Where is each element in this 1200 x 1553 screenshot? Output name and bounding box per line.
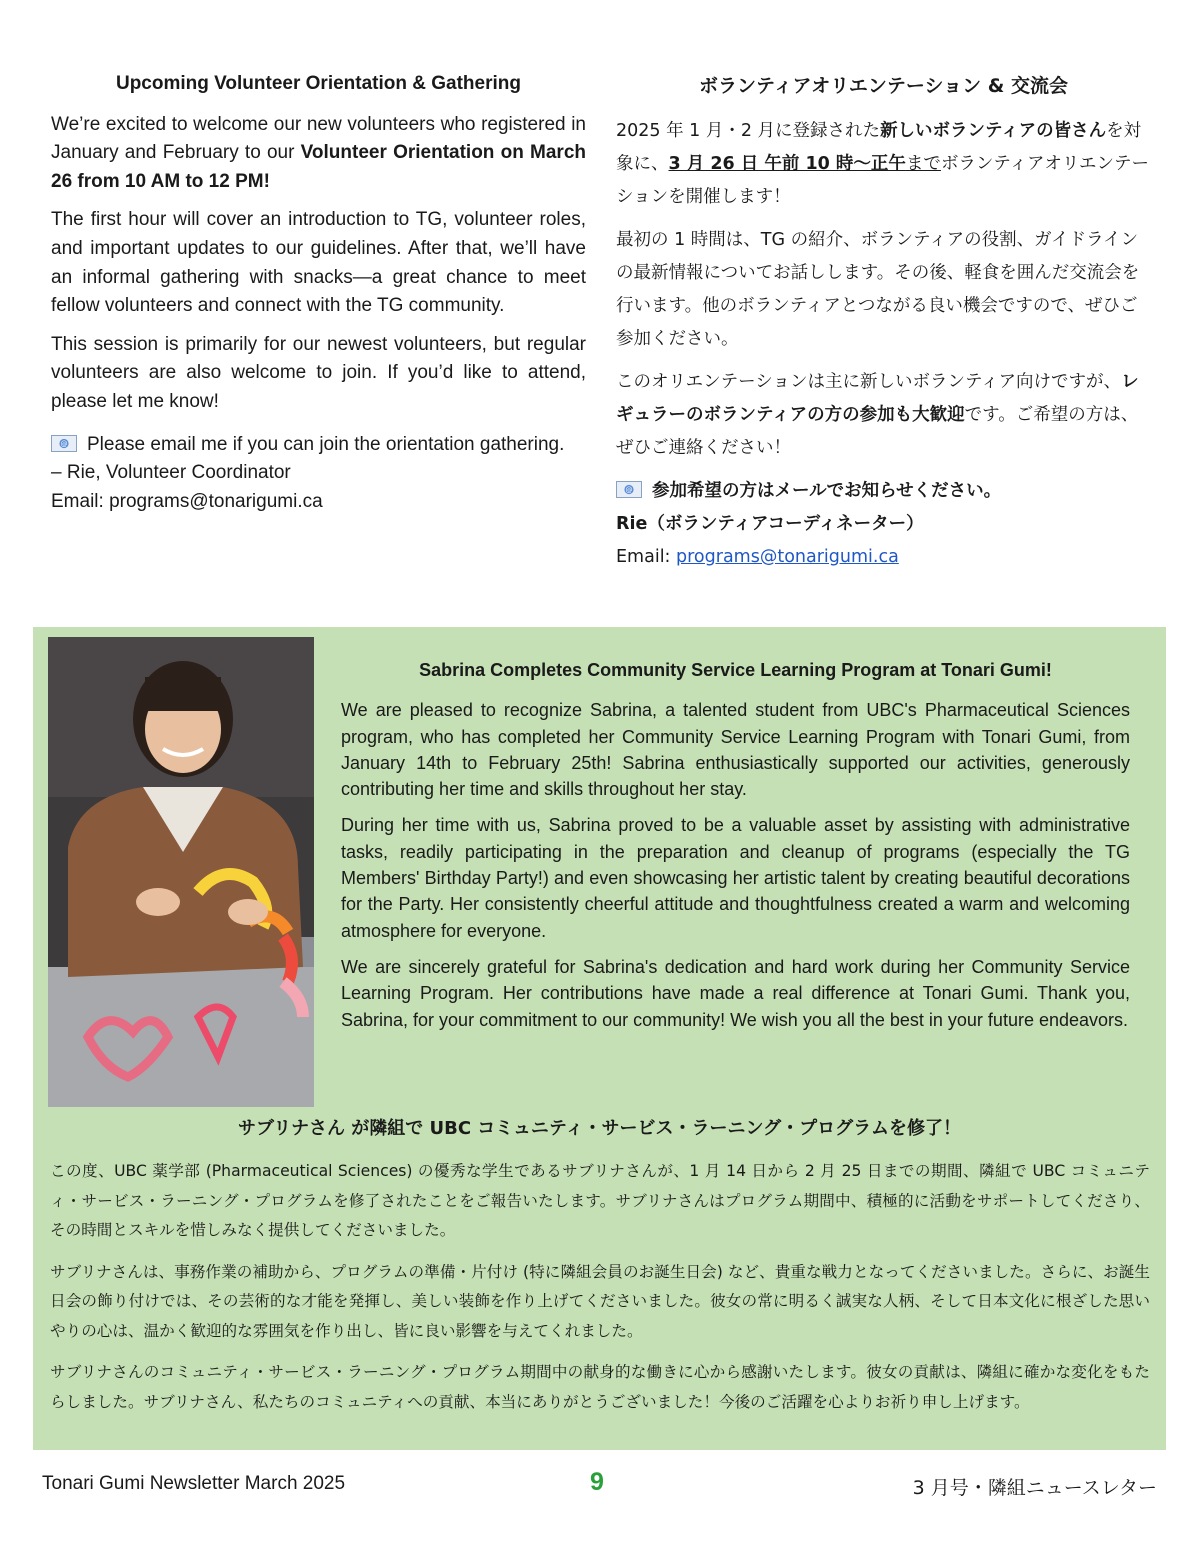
volunteer-paragraph-3-en: This session is primarily for our newest volunteers, but regular volunteers are also welcome to join. If you’d like to attend, please let me know!	[51, 333, 586, 412]
signature-jp: Rie（ボランティアコーディネーター）	[616, 514, 924, 534]
email-icon	[616, 477, 642, 494]
sabrina-heading-jp: サブリナさん が隣組で UBC コミュニティ・サービス・ラーニング・プログラムを修了！	[238, 1118, 961, 1139]
volunteer-paragraph-2-en: The first hour will cover an introduction to TG, volunteer roles, and important updates to our guidelines. After that, we’ll have an informal gathering with snacks—a great chance to meet fellow volunteers and connect with the TG community.	[51, 209, 586, 317]
footer-newsletter-title: Tonari Gumi Newsletter March 2025	[42, 1473, 346, 1494]
sabrina-paragraph-1-jp: この度、UBC 薬学部 (Pharmaceutical Sciences) の優秀な学生であるサブリナさんが、1 月 14 日から 2 月 25 日までの期間、隣組で UBC コミュニティ・サービス・ラーニング・プログラムを修了されたことをご報告いたします。サブリナさんはプログラム期間中、積極的に活動をサポートしてくださり、その時間とスキルを惜しみなく提供してくださいました。	[50, 1162, 1150, 1239]
sabrina-paragraph-3-en: We are sincerely grateful for Sabrina's dedication and hard work during her Community Service Learning Program. Her contributions have made a real difference at Tonari Gumi. Thank you, Sabrina, for your commitment to our community! We wish you all the best in your future endeavors.	[341, 956, 1130, 1030]
email-icon	[51, 433, 77, 450]
sabrina-section-jp	[50, 1157, 1150, 1429]
volunteer-contact-en	[51, 431, 586, 517]
volunteer-heading-en: Upcoming Volunteer Orientation & Gathering	[115, 73, 521, 94]
page-number: 9	[590, 1468, 604, 1496]
sabrina-section-en	[341, 657, 1130, 1043]
sabrina-heading-en: Sabrina Completes Community Service Learning Program at Tonari Gumi!	[419, 660, 1052, 680]
sabrina-paragraph-3-jp: サブリナさんのコミュニティ・サービス・ラーニング・プログラム期間中の献身的な働きに心から感謝いたします。彼女の貢献は、隣組に確かな変化をもたらしました。サブリナさん、私たちのコミュニティへの貢献、本当にありがとうございました！今後のご活躍を心よりお祈り申し上げます。	[50, 1363, 1150, 1411]
volunteer-section-en	[51, 70, 586, 526]
signature-en: – Rie, Volunteer Coordinator	[51, 462, 291, 484]
volunteer-paragraph-2-jp: 最初の 1 時間は、TG の紹介、ボランティアの役割、ガイドラインの最新情報についてお話しします。その後、軽食を囲んだ交流会を行います。他のボランティアとつながる良い機会ですので、ぜひご参加ください。	[616, 230, 1140, 349]
volunteer-paragraph-1-jp: 2025 年 1 月・2 月に登録された新しいボランティアの皆さんを対象に、3 月 26 日 午前 10 時～正午までボランティアオリエンテーションを開催します！	[616, 121, 1150, 207]
email-note-en: Please email me if you can join the orientation gathering.	[87, 433, 565, 455]
volunteer-paragraph-1-en: We’re excited to welcome our new volunteers who registered in January and February to our Volunteer Orientation on March 26 from 10 AM to 12 PM!	[51, 113, 586, 192]
svg-text:@: @	[625, 486, 633, 494]
volunteer-paragraph-3-jp: このオリエンテーションは主に新しいボランティア向けですが、レギュラーのボランティアの方の参加も大歓迎です。ご希望の方は、ぜひご連絡ください！	[616, 372, 1139, 458]
sabrina-paragraph-2-jp: サブリナさんは、事務作業の補助から、プログラムの準備・片付け (特に隣組会員のお誕生日会) など、貴重な戦力となってくださいました。さらに、お誕生日会の飾り付けでは、その芸術的な才能を発揮し、美しい装飾を作り上げてくださいました。彼女の常に明るく誠実な人柄、そして日本文化に根ざした思いやりの心は、温かく歓迎的な雰囲気を作り出し、皆に良い影響を与えてくれました。	[50, 1262, 1150, 1340]
volunteer-heading-jp: ボランティアオリエンテーション & 交流会	[699, 75, 1068, 97]
volunteer-section-jp	[616, 70, 1151, 584]
sabrina-feature-box	[33, 627, 1166, 1450]
sabrina-photo	[48, 637, 314, 1107]
svg-text:@: @	[60, 439, 68, 448]
volunteer-contact-jp	[616, 475, 1151, 574]
email-label-jp: Email:	[616, 547, 677, 567]
sabrina-paragraph-2-en: During her time with us, Sabrina proved to be a valuable asset by assisting with administrative tasks, readily participating in the preparation and cleanup of programs (especially the TG Members' Birthday Party!) and even showcasing her artistic talent by creating beautiful decorations for the Party. Her consistently cheerful attitude and thoughtfulness created a warm and welcoming atmosphere for everyone.	[341, 815, 1130, 941]
footer-newsletter-title-jp: 3 月号・隣組ニュースレター	[912, 1477, 1157, 1499]
page-footer	[0, 1470, 1200, 1500]
email-link[interactable]: programs@tonarigumi.ca	[676, 547, 899, 567]
email-line-en: Email: programs@tonarigumi.ca	[51, 490, 323, 512]
email-note-jp: 参加希望の方はメールでお知らせください。	[652, 481, 1002, 501]
sabrina-paragraph-1-en: We are pleased to recognize Sabrina, a talented student from UBC's Pharmaceutical Sciences program, who has completed her Community Service Learning Program with Tonari Gumi, from January 14th to February 25th! Sabrina enthusiastically supported our activities, generously contributing her time and skills throughout her stay.	[341, 700, 1130, 800]
